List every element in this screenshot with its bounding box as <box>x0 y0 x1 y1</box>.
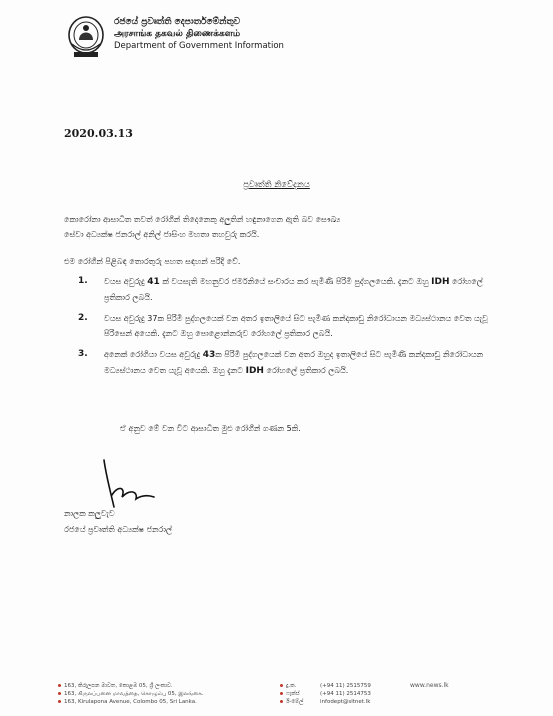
address-line: 163, කිරුලපන මාවත, කොළඹ 05, ශ්‍රී ලංකාව. <box>64 683 173 689</box>
organization-name <box>114 16 284 52</box>
org-name-english: Department of Government Information <box>114 41 284 51</box>
phone-value: (+94 11) 2515759 <box>320 683 371 689</box>
intro-line: කොරෝනා ආසාධිත තවත් රෝගීන් තිදෙනෙකු අලුතින් හඳුනාගෙන ඇති බව සෞඛ්‍ය <box>64 215 341 224</box>
signer-title: රජයේ ප්‍රවෘත්ති අධ්‍යක්ෂ ජනරාල් <box>64 525 173 534</box>
intro-paragraph <box>64 212 484 242</box>
list-number: 1. <box>78 276 88 286</box>
bullet-icon <box>58 692 61 695</box>
intro-line: සේවා අධ්‍යක්ෂ ජනරාල් අනිල් ජාසිංහ මහතා තහවුරු කරයි. <box>64 230 260 239</box>
list-item: 1. වයස අවුරුදු 41 ක් වයසැති මහනුවර ජර්මනියේ සංචාරය කර පැමිණි පිරිමි පුද්ගලයෙකි. දැනට ඔහු IDH රෝහලේ ප්‍රතිකාර ලබයි. <box>78 276 483 302</box>
phone-label: දු.ක. <box>286 683 297 689</box>
fax-value: (+94 11) 2514753 <box>320 691 371 697</box>
website-link[interactable]: www.news.lk <box>410 682 449 689</box>
contact-row <box>286 682 371 690</box>
bullet-icon <box>280 692 283 695</box>
list-number: 2. <box>78 313 88 323</box>
list-item: 3. අනෙක් රෝගියා වයස අවුරුදු 43ක පිරිමි පුද්ගලයෙක් වන අතර ඔහුද ඉතාලියේ සිට පැමිණි කන්දකාඩු නිරෝධායන මධ්‍යස්ථානය වෙත යැවූ අයෙකි. ඔහු දැනට IDH රෝහලේ ප්‍රතිකාර ලබයි. <box>78 349 484 376</box>
address-line: 163, Kirulapona Avenue, Colombo 05, Sri Lanka. <box>64 699 197 705</box>
bullet-icon <box>58 700 61 703</box>
contact-row <box>286 698 371 706</box>
details-intro: එම රෝගීන් පිළිබඳ තොරතුරු පහත සඳහන් පරිදි වේ. <box>64 257 241 266</box>
footer-contact <box>286 682 371 706</box>
patient-list <box>78 274 498 385</box>
fax-label: ෆැක්ස් <box>286 691 300 697</box>
document-date: 2020.03.13 <box>64 127 133 140</box>
org-name-tamil: அரசாங்க தகவல் திணைக்களம் <box>114 29 241 39</box>
signer-block <box>64 506 172 538</box>
sri-lanka-emblem-icon <box>66 14 106 60</box>
summary-line: ඒ අනුව මේ වන විට ආසාධිත මුළු රෝගීන් ගණන 5කි. <box>120 424 301 433</box>
bullet-icon <box>280 700 283 703</box>
document-title: ප්‍රවෘත්ති නිවේදනය <box>243 180 310 190</box>
bullet-icon <box>280 684 283 687</box>
list-number: 3. <box>78 349 88 359</box>
footer-address <box>64 682 204 706</box>
bullet-icon <box>58 684 61 687</box>
org-name-sinhala: රජයේ ප්‍රවෘත්ති දෙපාර්තමේන්තුව <box>114 17 241 27</box>
contact-row <box>286 690 371 698</box>
email-label: ඊ-මේල් <box>286 699 304 705</box>
address-line: 163, கிருலப்பனை மாவத்தை, கொழும்பு 05, இலங்கை. <box>64 691 204 697</box>
signer-name: නාලක කලුවැව <box>64 509 115 518</box>
list-item: 2. වයස අවුරුදු 37ක පිරිමි පුද්ගලයෙක් වන අතර ඉතාලියේ සිට පැමිණ කන්දකාඩු නිරෝධායන මධ්‍යස්ථානය වෙත යැවූ පිරිසෙන් අයෙකි. දැනට ඔහු පොළොන්නරුව රෝහලේ ප්‍රතිකාර ලබයි. <box>78 313 488 338</box>
email-value: infodept@sltnet.lk <box>320 699 371 705</box>
